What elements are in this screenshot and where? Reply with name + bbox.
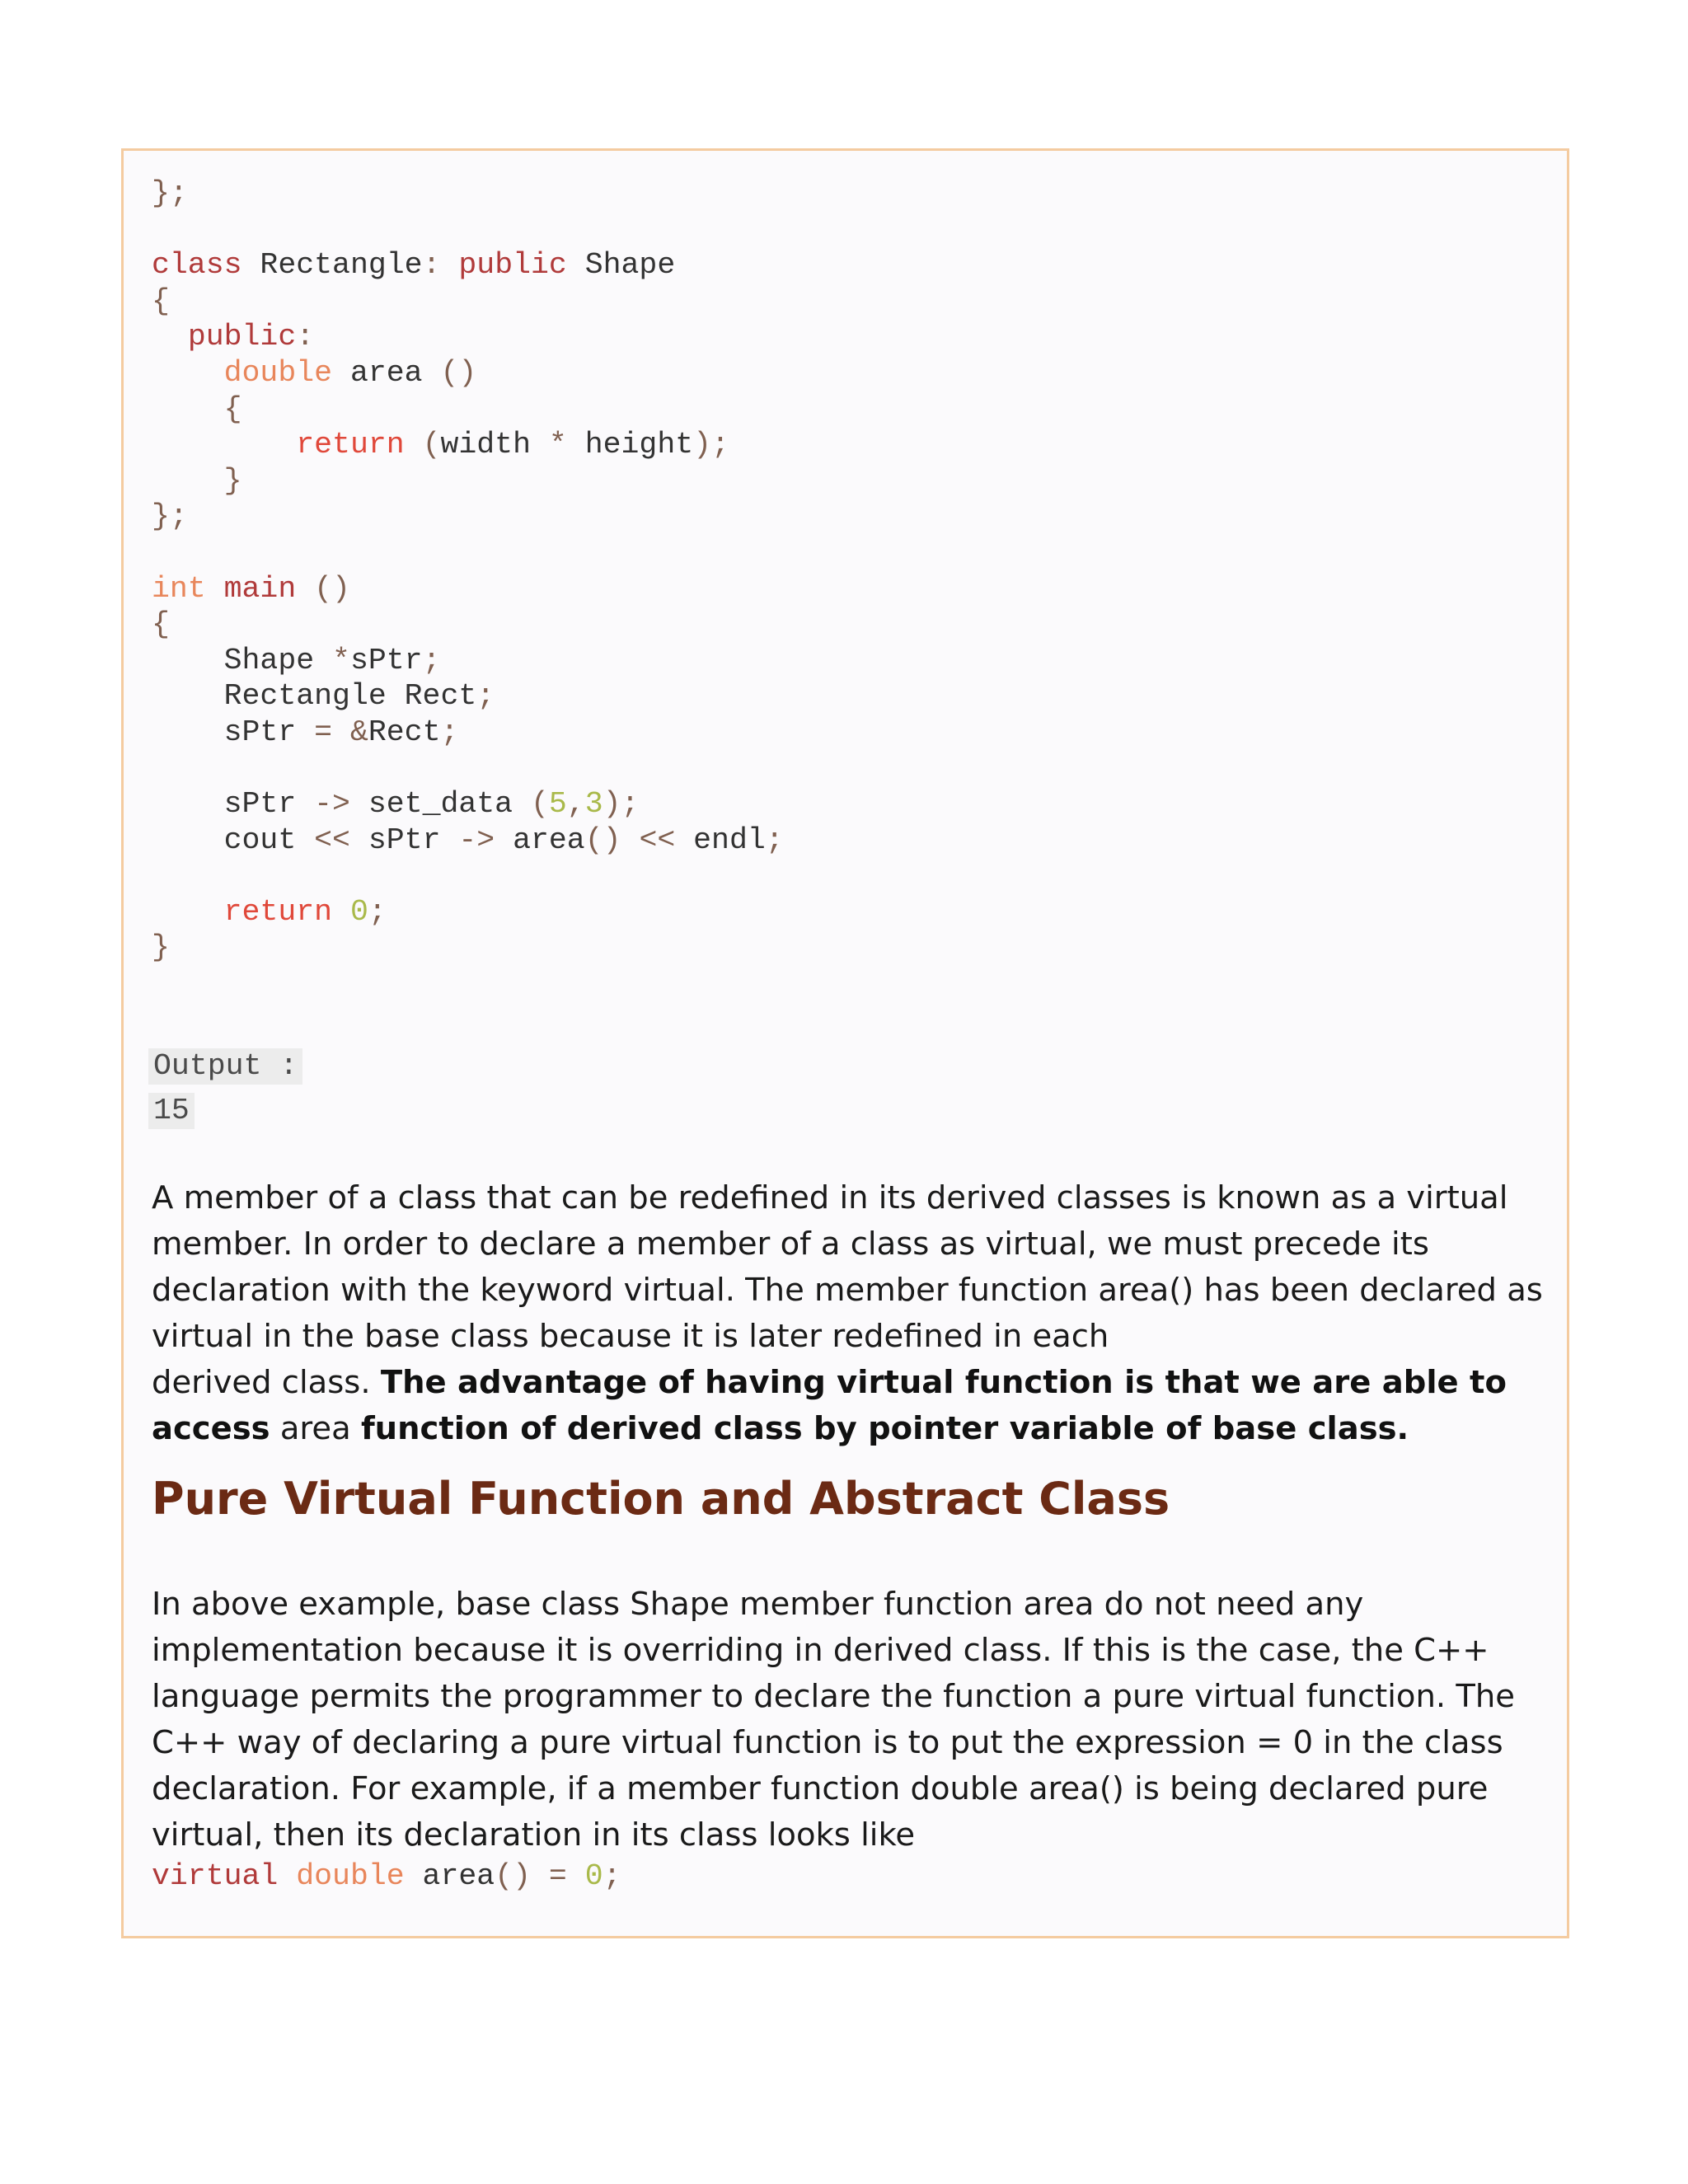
code-token: : xyxy=(296,320,315,354)
code-token: ; xyxy=(765,823,784,857)
code-block xyxy=(152,176,784,966)
code-token: ; xyxy=(603,1859,621,1893)
code-token xyxy=(332,715,350,749)
code-token: = xyxy=(548,1859,567,1893)
code-line-pure-virtual xyxy=(152,1858,621,1895)
code-token: int xyxy=(152,571,206,606)
code-line xyxy=(152,679,495,713)
code-token xyxy=(206,572,224,606)
code-token: double xyxy=(296,1859,405,1893)
code-line xyxy=(152,607,170,641)
code-token: area xyxy=(332,355,441,390)
code-token: 3 xyxy=(584,787,603,822)
code-token: & xyxy=(349,715,368,749)
code-line xyxy=(152,176,188,210)
code-token: Rectangle xyxy=(241,248,423,283)
code-token: { xyxy=(152,607,170,642)
code-token: } xyxy=(152,930,170,965)
code-token: return xyxy=(223,894,333,929)
content-frame xyxy=(121,148,1569,1938)
output-label: Output : xyxy=(148,1048,302,1085)
code-token: : xyxy=(422,248,441,283)
code-token: ; xyxy=(476,679,495,714)
code-line xyxy=(152,428,729,462)
code-token: endl xyxy=(675,823,766,857)
paragraph-pure-virtual: In above example, base class Shape member function area do not need any implementation because it is overriding in derived class. If this is the case, the C++ language permits the programmer to declare the function a pure virtual function. The C++ way of declaring a pure virtual function is to put the expression = 0 in the class declaration. For example, if a member function double area() is being declared pure virtual, then its declaration in its class looks like xyxy=(152,1586,1515,1854)
code-line xyxy=(152,320,314,354)
code-token: Shape xyxy=(566,248,676,283)
code-token: public xyxy=(187,320,297,354)
code-token: sPtr xyxy=(349,643,423,677)
code-token: return xyxy=(296,428,405,462)
code-token: Rectangle Rect xyxy=(152,679,477,714)
code-token xyxy=(152,464,224,498)
code-token: () xyxy=(584,823,621,857)
paragraph-text: area xyxy=(279,1410,351,1447)
code-token: << xyxy=(314,823,350,857)
code-token: ); xyxy=(603,787,640,822)
code-line xyxy=(152,930,170,964)
code-token: sPtr xyxy=(152,787,315,822)
code-token xyxy=(152,320,188,354)
code-token: , xyxy=(566,787,585,822)
code-token: main xyxy=(223,571,297,606)
code-token: height xyxy=(566,428,694,462)
code-token: () xyxy=(314,571,350,606)
code-token: ; xyxy=(422,643,441,677)
code-line xyxy=(152,499,188,533)
code-token xyxy=(152,392,224,426)
code-line xyxy=(152,248,675,282)
code-token: () xyxy=(495,1859,531,1893)
code-token xyxy=(278,1859,296,1893)
code-token: area xyxy=(404,1859,495,1893)
code-token: = xyxy=(314,715,333,749)
code-token xyxy=(152,895,224,929)
code-token xyxy=(531,1859,549,1893)
paragraph-virtual-member xyxy=(152,1175,1553,1452)
code-token: ( xyxy=(531,787,549,822)
code-line xyxy=(152,787,639,821)
code-token: }; xyxy=(152,176,188,210)
code-token: virtual xyxy=(152,1859,279,1893)
code-line xyxy=(152,284,170,318)
code-token: -> xyxy=(458,823,495,857)
code-token xyxy=(152,428,296,462)
code-token: ; xyxy=(368,894,387,929)
code-line xyxy=(152,356,476,390)
paragraph-bold-text: function of derived class by pointer variable of base class. xyxy=(360,1410,1409,1447)
code-token: public xyxy=(458,248,567,283)
code-token: 5 xyxy=(548,787,567,822)
code-token xyxy=(296,572,314,606)
paragraph-bold-text: The advantage of having virtual function is that we are able to access xyxy=(152,1364,1507,1447)
output-value: 15 xyxy=(148,1093,195,1129)
code-token: -> xyxy=(314,787,350,822)
code-token: { xyxy=(152,284,170,318)
code-token xyxy=(621,823,640,857)
code-token xyxy=(332,895,350,929)
code-line xyxy=(152,464,242,498)
code-token: 0 xyxy=(584,1859,603,1893)
code-token: { xyxy=(223,391,242,426)
code-token: sPtr xyxy=(152,715,315,749)
code-token xyxy=(567,1859,585,1893)
code-token: cout xyxy=(152,823,315,857)
code-token: Rect xyxy=(368,715,441,749)
code-line xyxy=(152,715,458,749)
code-token: () xyxy=(440,355,477,390)
code-token: Shape xyxy=(152,643,333,677)
code-token: ; xyxy=(440,715,459,749)
code-token: class xyxy=(152,248,242,283)
code-line xyxy=(152,644,440,677)
code-token: sPtr xyxy=(349,823,459,857)
section-heading: Pure Virtual Function and Abstract Class xyxy=(152,1473,1170,1525)
code-token xyxy=(152,356,224,390)
paragraph-text: A member of a class that can be redefined in its derived classes is known as a virtual member. In order to declare a member of a class as virtual, we must precede its declaration with the keyword virtual. The member function area() has been declared as virtual in the base class because it is later redefined in each xyxy=(152,1179,1543,1355)
paragraph-text: derived class. xyxy=(152,1364,371,1401)
code-token: << xyxy=(639,823,676,857)
code-token: }; xyxy=(152,499,188,534)
code-token xyxy=(405,428,423,462)
code-token: double xyxy=(223,355,333,390)
code-token: ( xyxy=(422,428,441,462)
code-line xyxy=(152,895,387,929)
code-line xyxy=(152,823,784,857)
code-line xyxy=(152,572,350,606)
code-token: * xyxy=(548,428,567,462)
code-token: ); xyxy=(693,428,729,462)
code-token: area xyxy=(495,823,585,857)
code-token: } xyxy=(223,463,242,498)
code-token: set_data xyxy=(349,787,531,822)
code-line xyxy=(152,392,242,426)
code-token xyxy=(440,248,458,282)
code-token: width xyxy=(440,428,549,462)
code-token: 0 xyxy=(349,894,368,929)
code-token: * xyxy=(332,643,350,677)
